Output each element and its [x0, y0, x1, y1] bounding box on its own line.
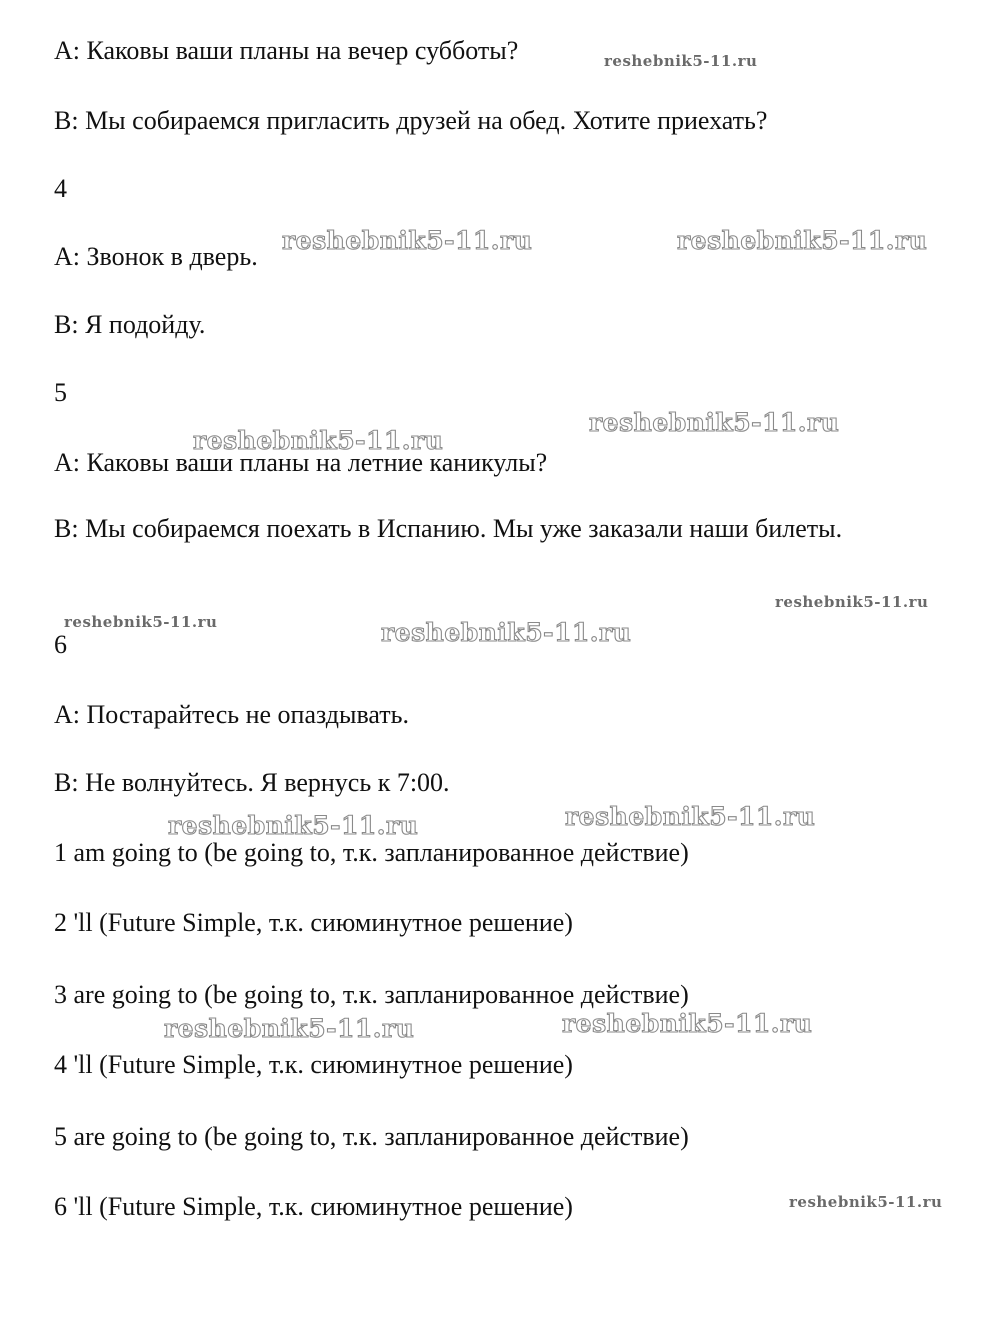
watermark: reshebnik5-11.ru	[789, 1193, 943, 1211]
watermark: reshebnik5-11.ru	[193, 426, 444, 455]
exercise-number: 5	[54, 378, 67, 407]
dialogue-line: В: Не волнуйтесь. Я вернусь к 7:00.	[54, 768, 450, 797]
exercise-number: 4	[54, 174, 67, 203]
watermark: reshebnik5-11.ru	[677, 226, 928, 255]
answer-line: 1 am going to (be going to, т.к. запланированное действие)	[54, 838, 689, 867]
watermark: reshebnik5-11.ru	[589, 408, 840, 437]
watermark: reshebnik5-11.ru	[604, 52, 758, 70]
answer-line: 3 are going to (be going to, т.к. запланированное действие)	[54, 980, 689, 1009]
watermark: reshebnik5-11.ru	[282, 226, 533, 255]
answer-line: 4 'll (Future Simple, т.к. сиюминутное решение)	[54, 1050, 573, 1079]
watermark: reshebnik5-11.ru	[562, 1009, 813, 1038]
answer-line: 6 'll (Future Simple, т.к. сиюминутное решение)	[54, 1192, 573, 1221]
dialogue-line: В: Я подойду.	[54, 310, 206, 339]
dialogue-line: А: Постарайтесь не опаздывать.	[54, 700, 410, 729]
exercise-number: 6	[54, 630, 67, 659]
answer-line: 5 are going to (be going to, т.к. запланированное действие)	[54, 1122, 689, 1151]
dialogue-line: В: Мы собираемся поехать в Испанию. Мы уже заказали наши билеты.	[54, 514, 843, 543]
watermark: reshebnik5-11.ru	[168, 811, 419, 840]
dialogue-line: А: Звонок в дверь.	[54, 242, 258, 271]
watermark: reshebnik5-11.ru	[164, 1014, 415, 1043]
dialogue-line: А: Каковы ваши планы на летние каникулы?	[54, 448, 548, 477]
dialogue-line: В: Мы собираемся пригласить друзей на обед. Хотите приехать?	[54, 106, 768, 135]
watermark: reshebnik5-11.ru	[775, 593, 929, 611]
dialogue-line: А: Каковы ваши планы на вечер субботы?	[54, 36, 519, 65]
watermark: reshebnik5-11.ru	[381, 618, 632, 647]
watermark: reshebnik5-11.ru	[64, 613, 218, 631]
answer-line: 2 'll (Future Simple, т.к. сиюминутное решение)	[54, 908, 573, 937]
watermark: reshebnik5-11.ru	[565, 802, 816, 831]
